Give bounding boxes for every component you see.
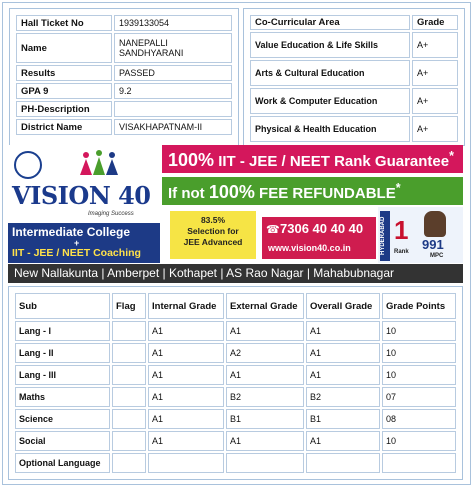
- co-curricular-area: Work & Computer Education: [250, 88, 410, 114]
- locations-bar: New Nallakunta | Amberpet | Kothapet | AS Rao Nagar | Mahabubnagar: [8, 264, 463, 283]
- rank-label: Rank: [394, 249, 409, 255]
- rank-one: 1: [394, 215, 409, 245]
- overall-grade-cell: A1: [306, 365, 380, 385]
- grade-points-cell: 10: [382, 343, 456, 363]
- grade-points-cell: 10: [382, 365, 456, 385]
- grade-points-cell: 10: [382, 321, 456, 341]
- grade-points-cell: 10: [382, 431, 456, 451]
- marks-table: [13, 291, 458, 475]
- promo-panel: [162, 145, 463, 263]
- student-photo-icon: [424, 211, 446, 237]
- external-grade-cell: A1: [226, 321, 304, 341]
- college-bar: [8, 223, 160, 263]
- college-plus: +: [74, 238, 80, 248]
- info-row: [16, 33, 232, 63]
- rank-mpc: MPC: [430, 253, 444, 259]
- co-curricular-grade: A+: [412, 116, 458, 142]
- info-row: [16, 83, 232, 99]
- jee-advanced-badge: [170, 211, 256, 259]
- co-curricular-row: [250, 32, 458, 58]
- co-curricular-grade: A+: [412, 88, 458, 114]
- info-row: [16, 65, 232, 81]
- external-grade-cell: A1: [226, 431, 304, 451]
- external-grade-cell: A1: [226, 365, 304, 385]
- rank-guarantee-strip: 100% IIT - JEE / NEET Rank Guarantee*: [162, 145, 463, 173]
- results-label: Results: [16, 65, 112, 81]
- grade-points-cell: [382, 453, 456, 473]
- external-grade-cell: B1: [226, 409, 304, 429]
- header-flag: Flag: [112, 293, 146, 319]
- brand-tagline: Imaging Success: [88, 211, 134, 217]
- header-sub: Sub: [15, 293, 110, 319]
- co-curricular-area: Arts & Cultural Education: [250, 60, 410, 86]
- adv-line-2: JEE Advanced: [183, 237, 243, 247]
- emblem-icon: [14, 151, 42, 179]
- phone-box[interactable]: [262, 217, 376, 259]
- header-overall-grade: Overall Grade: [306, 293, 380, 319]
- overall-grade-cell: A1: [306, 343, 380, 363]
- subject-cell: Lang - II: [15, 343, 110, 363]
- ph-description-value: [114, 101, 232, 117]
- info-row: [16, 119, 232, 135]
- co-curricular-area: Value Education & Life Skills: [250, 32, 410, 58]
- grade-points-cell: 08: [382, 409, 456, 429]
- name-label: Name: [16, 33, 112, 63]
- flag-cell: [112, 365, 146, 385]
- table-row: [15, 365, 456, 385]
- co-curricular-table: [248, 13, 460, 144]
- co-curricular-box: [243, 8, 465, 146]
- student-info-box: [9, 8, 239, 146]
- strip2-text: FEE REFUNDABLE: [254, 185, 396, 202]
- grade-points-cell: 07: [382, 387, 456, 407]
- table-row: [15, 409, 456, 429]
- co-curricular-area: Physical & Health Education: [250, 116, 410, 142]
- brand-name: VISION 40: [12, 181, 151, 210]
- co-curricular-row: [250, 116, 458, 142]
- table-row: [15, 343, 456, 363]
- header-grade-points: Grade Points: [382, 293, 456, 319]
- flag-cell: [112, 409, 146, 429]
- overall-grade-cell: B2: [306, 387, 380, 407]
- co-curricular-header: [250, 15, 458, 30]
- gpa-label: GPA 9: [16, 83, 112, 99]
- college-line-2: IIT - JEE / NEET Coaching: [12, 247, 141, 259]
- internal-grade-cell: A1: [148, 343, 224, 363]
- subject-cell: Maths: [15, 387, 110, 407]
- ph-description-label: PH-Description: [16, 101, 112, 117]
- district-label: District Name: [16, 119, 112, 135]
- flag-cell: [112, 453, 146, 473]
- subject-cell: Optional Language: [15, 453, 110, 473]
- flag-cell: [112, 431, 146, 451]
- internal-grade-cell: A1: [148, 387, 224, 407]
- fee-refund-strip: If not 100% FEE REFUNDABLE*: [162, 177, 463, 205]
- strip1-text: IIT - JEE / NEET Rank Guarantee: [214, 153, 450, 170]
- college-line-1: Intermediate College: [12, 225, 131, 239]
- adv-line-1: Selection for: [187, 226, 239, 236]
- info-row: [16, 15, 232, 31]
- subject-cell: Lang - III: [15, 365, 110, 385]
- co-curricular-area-header: Co-Curricular Area: [250, 15, 410, 30]
- table-row: [15, 321, 456, 341]
- table-row: [15, 453, 456, 473]
- phone-icon: ☎: [266, 224, 280, 236]
- phone-number: 7306 40 40 40: [280, 221, 364, 236]
- strip1-percent: 100%: [168, 150, 215, 170]
- student-info-table: [14, 13, 234, 137]
- overall-grade-cell: A1: [306, 431, 380, 451]
- website-link[interactable]: www.vision40.co.in: [268, 243, 351, 253]
- co-curricular-grade: A+: [412, 60, 458, 86]
- flag-cell: [112, 343, 146, 363]
- people-logo-icon: [74, 149, 124, 179]
- rank-city: HYDERABAD: [380, 211, 390, 261]
- advertisement-banner[interactable]: [8, 145, 463, 263]
- name-value: NANEPALLI SANDHYARANI: [114, 33, 232, 63]
- hall-ticket-value: 1939133054: [114, 15, 232, 31]
- district-value: VISAKHAPATNAM-II: [114, 119, 232, 135]
- internal-grade-cell: A1: [148, 365, 224, 385]
- brand-panel: [8, 145, 160, 263]
- external-grade-cell: A2: [226, 343, 304, 363]
- marks-header-row: [15, 293, 456, 319]
- header-internal-grade: Internal Grade: [148, 293, 224, 319]
- header-external-grade: External Grade: [226, 293, 304, 319]
- external-grade-cell: [226, 453, 304, 473]
- marks-box: [8, 286, 463, 480]
- overall-grade-cell: B1: [306, 409, 380, 429]
- table-row: [15, 431, 456, 451]
- co-curricular-grade: A+: [412, 32, 458, 58]
- results-value: PASSED: [114, 65, 232, 81]
- co-curricular-row: [250, 88, 458, 114]
- strip2-percent: 100%: [208, 182, 255, 202]
- overall-grade-cell: A1: [306, 321, 380, 341]
- flag-cell: [112, 387, 146, 407]
- internal-grade-cell: A1: [148, 321, 224, 341]
- internal-grade-cell: [148, 453, 224, 473]
- rank-badge: [378, 207, 463, 263]
- co-curricular-row: [250, 60, 458, 86]
- table-row: [15, 387, 456, 407]
- gpa-value: 9.2: [114, 83, 232, 99]
- subject-cell: Science: [15, 409, 110, 429]
- rank-number: 991: [422, 237, 444, 252]
- subject-cell: Social: [15, 431, 110, 451]
- strip2-prefix: If not: [168, 185, 209, 202]
- info-row: [16, 101, 232, 117]
- flag-cell: [112, 321, 146, 341]
- internal-grade-cell: A1: [148, 431, 224, 451]
- subject-cell: Lang - I: [15, 321, 110, 341]
- external-grade-cell: B2: [226, 387, 304, 407]
- overall-grade-cell: [306, 453, 380, 473]
- internal-grade-cell: A1: [148, 409, 224, 429]
- hall-ticket-label: Hall Ticket No: [16, 15, 112, 31]
- adv-percent: 83.5%: [200, 215, 226, 225]
- co-curricular-grade-header: Grade: [412, 15, 458, 30]
